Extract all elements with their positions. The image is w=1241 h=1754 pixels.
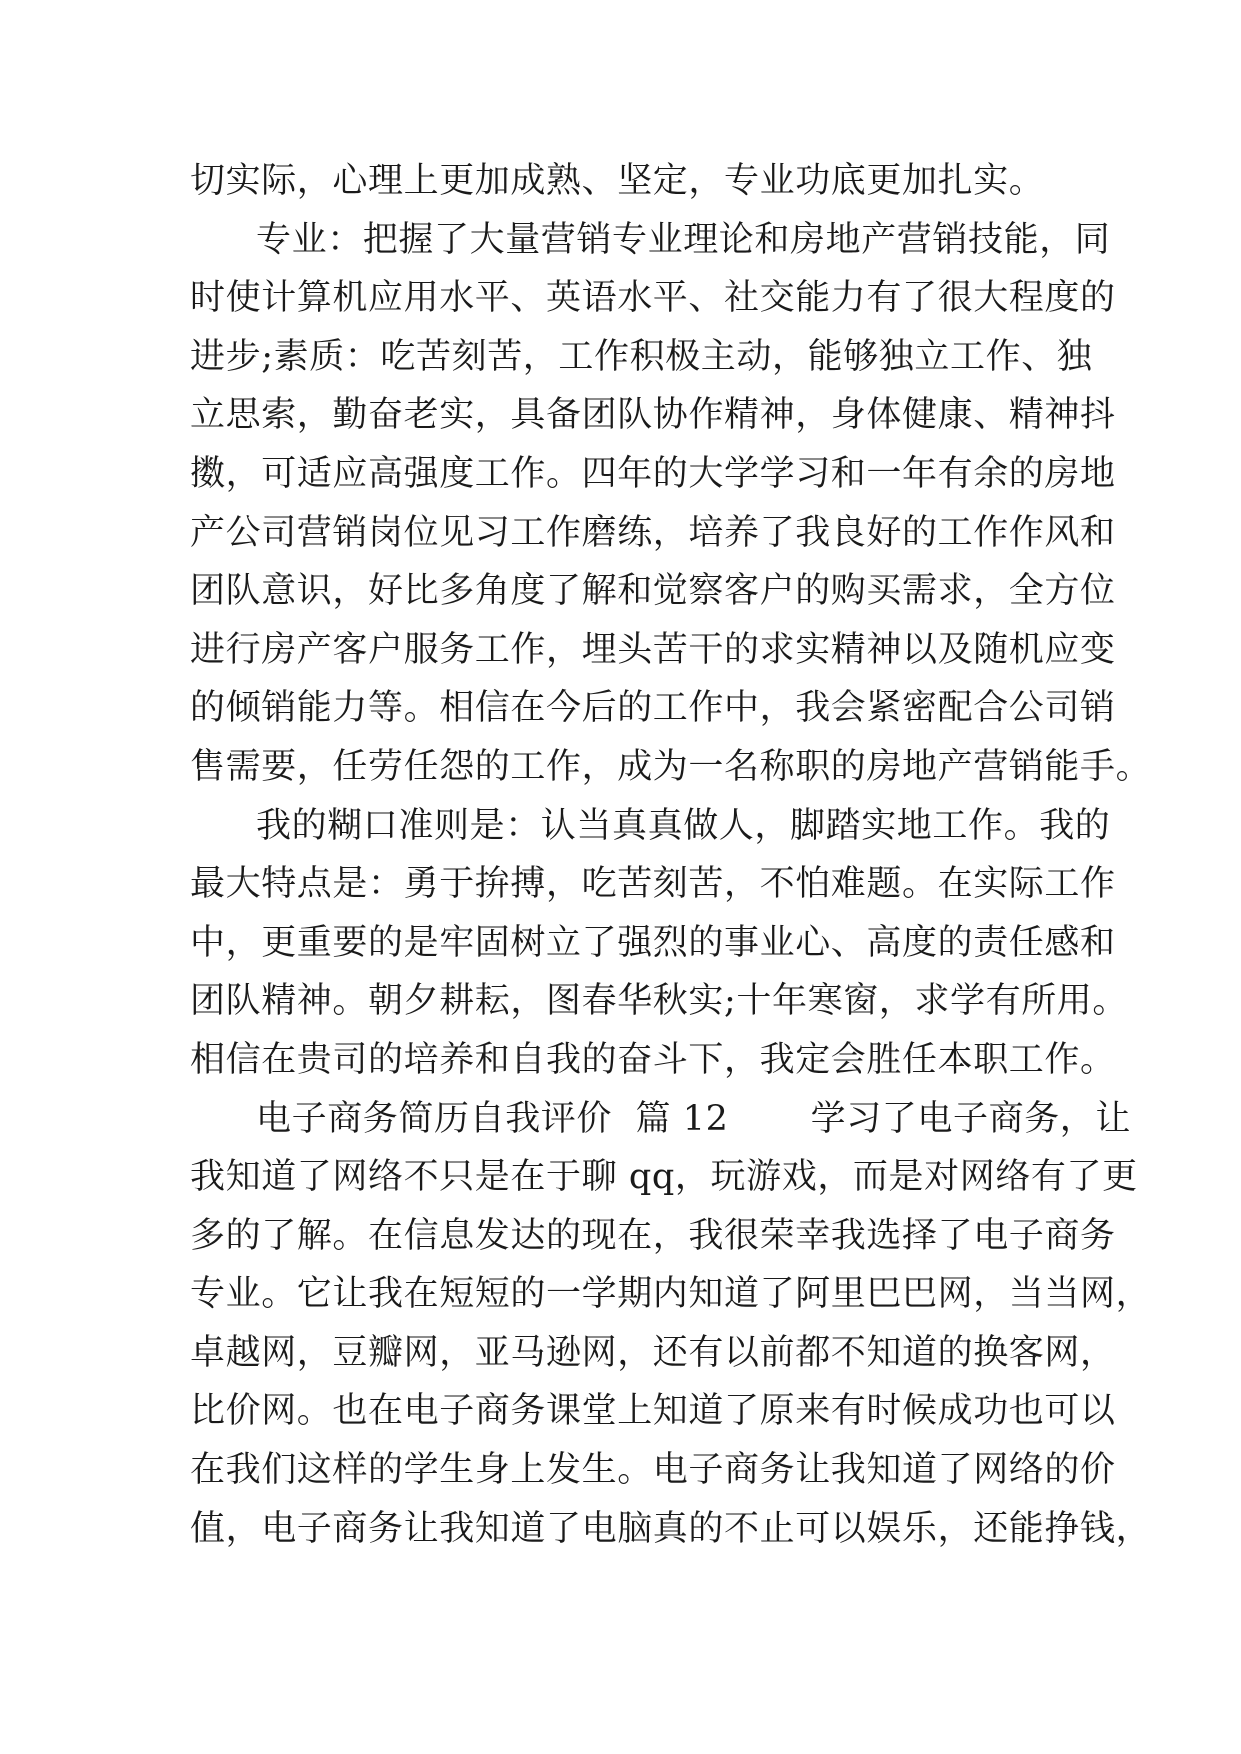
text-line: 值，电子商务让我知道了电脑真的不止可以娱乐，还能挣钱， bbox=[190, 1508, 1152, 1549]
text-line: 比价网。也在电子商务课堂上知道了原来有时候成功也可以 bbox=[190, 1391, 1116, 1432]
section-heading-line: 电子商务简历自我评价 篇 12 学习了电子商务，让 bbox=[256, 1098, 1131, 1139]
paragraph-start-line: 专业：把握了大量营销专业理论和房地产营销技能，同 bbox=[256, 219, 1111, 260]
text-line: 的倾销能力等。相信在今后的工作中，我会紧密配合公司销 bbox=[190, 688, 1116, 729]
text-line: 进行房产客户服务工作，埋头苦干的求实精神以及随机应变 bbox=[190, 629, 1116, 670]
text-line: 擞，可适应高强度工作。四年的大学学习和一年有余的房地 bbox=[190, 453, 1116, 494]
text-line: 专业。它让我在短短的一学期内知道了阿里巴巴网，当当网， bbox=[190, 1274, 1152, 1315]
text-line: 进步;素质：吃苦刻苦，工作积极主动，能够独立工作、独 bbox=[190, 336, 1093, 377]
text-line: 在我们这样的学生身上发生。电子商务让我知道了网络的价 bbox=[190, 1450, 1116, 1491]
text-line: 团队精神。朝夕耕耘，图春华秋实;十年寒窗，求学有所用。 bbox=[190, 981, 1128, 1022]
document-body bbox=[190, 152, 1152, 1558]
text-line: 卓越网，豆瓣网，亚马逊网，还有以前都不知道的换客网， bbox=[190, 1332, 1116, 1373]
text-line: 最大特点是：勇于拚搏，吃苦刻苦，不怕难题。在实际工作 bbox=[190, 864, 1116, 905]
text-line: 相信在贵司的培养和自我的奋斗下，我定会胜任本职工作。 bbox=[190, 1039, 1116, 1080]
text-line: 团队意识，好比多角度了解和觉察客户的购买需求，全方位 bbox=[190, 571, 1116, 612]
text-line: 时使计算机应用水平、英语水平、社交能力有了很大程度的 bbox=[190, 278, 1116, 319]
paragraph-start-line: 我的糊口准则是：认当真真做人，脚踏实地工作。我的 bbox=[256, 805, 1111, 846]
text-line: 售需要，任劳任怨的工作，成为一名称职的房地产营销能手。 bbox=[190, 746, 1152, 787]
text-line: 多的了解。在信息发达的现在，我很荣幸我选择了电子商务 bbox=[190, 1215, 1116, 1256]
text-line: 切实际，心理上更加成熟、坚定，专业功底更加扎实。 bbox=[190, 161, 1045, 201]
text-line: 我知道了网络不只是在于聊 qq，玩游戏，而是对网络有了更 bbox=[190, 1157, 1138, 1198]
text-line: 立思索，勤奋老实，具备团队协作精神，身体健康、精神抖 bbox=[190, 395, 1116, 436]
text-line: 中，更重要的是牢固树立了强烈的事业心、高度的责任感和 bbox=[190, 922, 1116, 963]
text-line: 产公司营销岗位见习工作磨练，培养了我良好的工作作风和 bbox=[190, 512, 1116, 553]
